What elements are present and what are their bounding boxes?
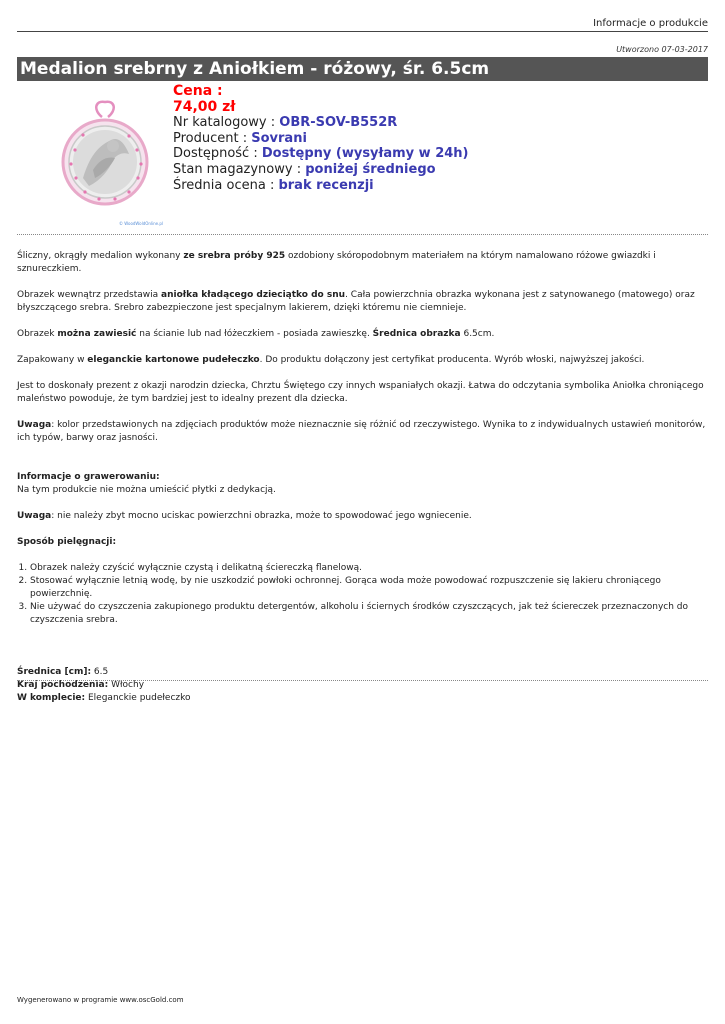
availability-value: Dostępny (wysyłamy w 24h): [261, 146, 469, 162]
rating-value: brak recenzji: [278, 177, 374, 193]
price-label: Cena :: [173, 83, 223, 99]
availability-row: [173, 146, 469, 162]
care-item: 2. Stosować wyłącznie letnią wodę, by nie uszkodzić powłoki ochronnej. Gorąca woda może powodować rozpuszczenie się lakieru chroniącego powierzchnię.: [30, 575, 708, 601]
dotted-divider-top: [17, 234, 708, 235]
rating-label: Średnia ocena :: [173, 177, 279, 193]
created-date: Utworzono 07-03-2017: [616, 45, 708, 54]
description-paragraph: Obrazek można zawiesić na ścianie lub nad łóżeczkiem - posiada zawieszkę. Średnica obrazka 6.5cm.: [17, 329, 495, 339]
section-header: Informacje o produkcie: [593, 18, 708, 29]
product-image: [53, 100, 157, 215]
producer-row: [173, 131, 469, 147]
care-item: 3. Nie używać do czyszczenia zakupionego produktu detergentów, alkoholu i ściernych środków czyszczących, jak też ściereczek przeznaczonych do czyszczenia srebra.: [30, 601, 708, 627]
catalog-label: Nr katalogowy :: [173, 115, 280, 131]
stock-label: Stan magazynowy :: [173, 161, 306, 177]
price-value: 74,00 zł: [173, 98, 236, 115]
rating-row: [173, 178, 469, 194]
care-item: 1. Obrazek należy czyścić wyłącznie czystą i delikatną ściereczką flanelową.: [30, 562, 708, 575]
description-paragraph: Obrazek wewnątrz przedstawia aniołka kładącego dzieciątko do snu. Cała powierzchnia obrazka wykonana jest z satynowanego (matowego) oraz błyszczącego srebra. Srebro zabezpieczone jest specjalnym lakierem, dzięki któremu nie ciemnieje.: [17, 290, 695, 313]
producer-label: Producent :: [173, 130, 252, 146]
care-title: Sposób pielęgnacji:: [17, 537, 117, 547]
stock-row: [173, 162, 469, 178]
product-title: Medalion srebrny z Aniołkiem - różowy, śr. 6.5cm: [17, 57, 708, 81]
spec-row: Kraj pochodzenia: Włochy: [17, 680, 145, 690]
description-paragraph: Śliczny, okrągły medalion wykonany ze srebra próby 925 ozdobiony skóropodobnym materiałem na którym namalowano różowe gwiazdki i sznureczkiem.: [17, 251, 656, 274]
catalog-row: [173, 115, 469, 131]
color-note: Uwaga: kolor przedstawionych na zdjęciach produktów może nieznacznie się różnić od rzeczywistego. Wynika to z indywidualnych ustawień monitorów, ich typów, barwy oraz jasności.: [17, 420, 706, 443]
spec-row: W komplecie: Eleganckie pudełeczko: [17, 693, 191, 703]
engraving-text: Na tym produkcie nie można umieścić płytki z dedykacją.: [17, 485, 276, 495]
description-paragraph: Zapakowany w eleganckie kartonowe pudełeczko. Do produktu dołączony jest certyfikat producenta. Wyrób włoski, najwyższej jakości.: [17, 355, 645, 365]
description-paragraph: Jest to doskonały prezent z okazji narodzin dziecka, Chrztu Świętego czy innych wspaniałych okazji. Łatwa do odczytania symbolika Aniołka chroniącego maleństwo powoduje, że tym bardziej jest to idealny prezent dla dziecka.: [17, 381, 704, 404]
care-list: [17, 562, 708, 627]
product-info: [173, 84, 469, 193]
spec-row: Średnica [cm]: 6.5: [17, 667, 109, 677]
image-caption: © WoodWoldOnline.pl: [119, 221, 164, 226]
dotted-divider-bottom: [17, 680, 708, 681]
footer-credit: Wygenerowano w programie www.oscGold.com: [17, 996, 184, 1004]
availability-label: Dostępność :: [173, 146, 262, 162]
producer-value: Sovrani: [251, 130, 307, 146]
stock-value: poniżej średniego: [305, 161, 436, 177]
header-divider: [17, 31, 708, 32]
product-description: [17, 250, 708, 705]
catalog-value: OBR-SOV-B552R: [279, 115, 398, 131]
engraving-title: Informacje o grawerowaniu:: [17, 472, 160, 482]
warning-note: Uwaga: nie należy zbyt mocno uciskac powierzchni obrazka, może to spowodować jego wgniecenie.: [17, 511, 472, 521]
